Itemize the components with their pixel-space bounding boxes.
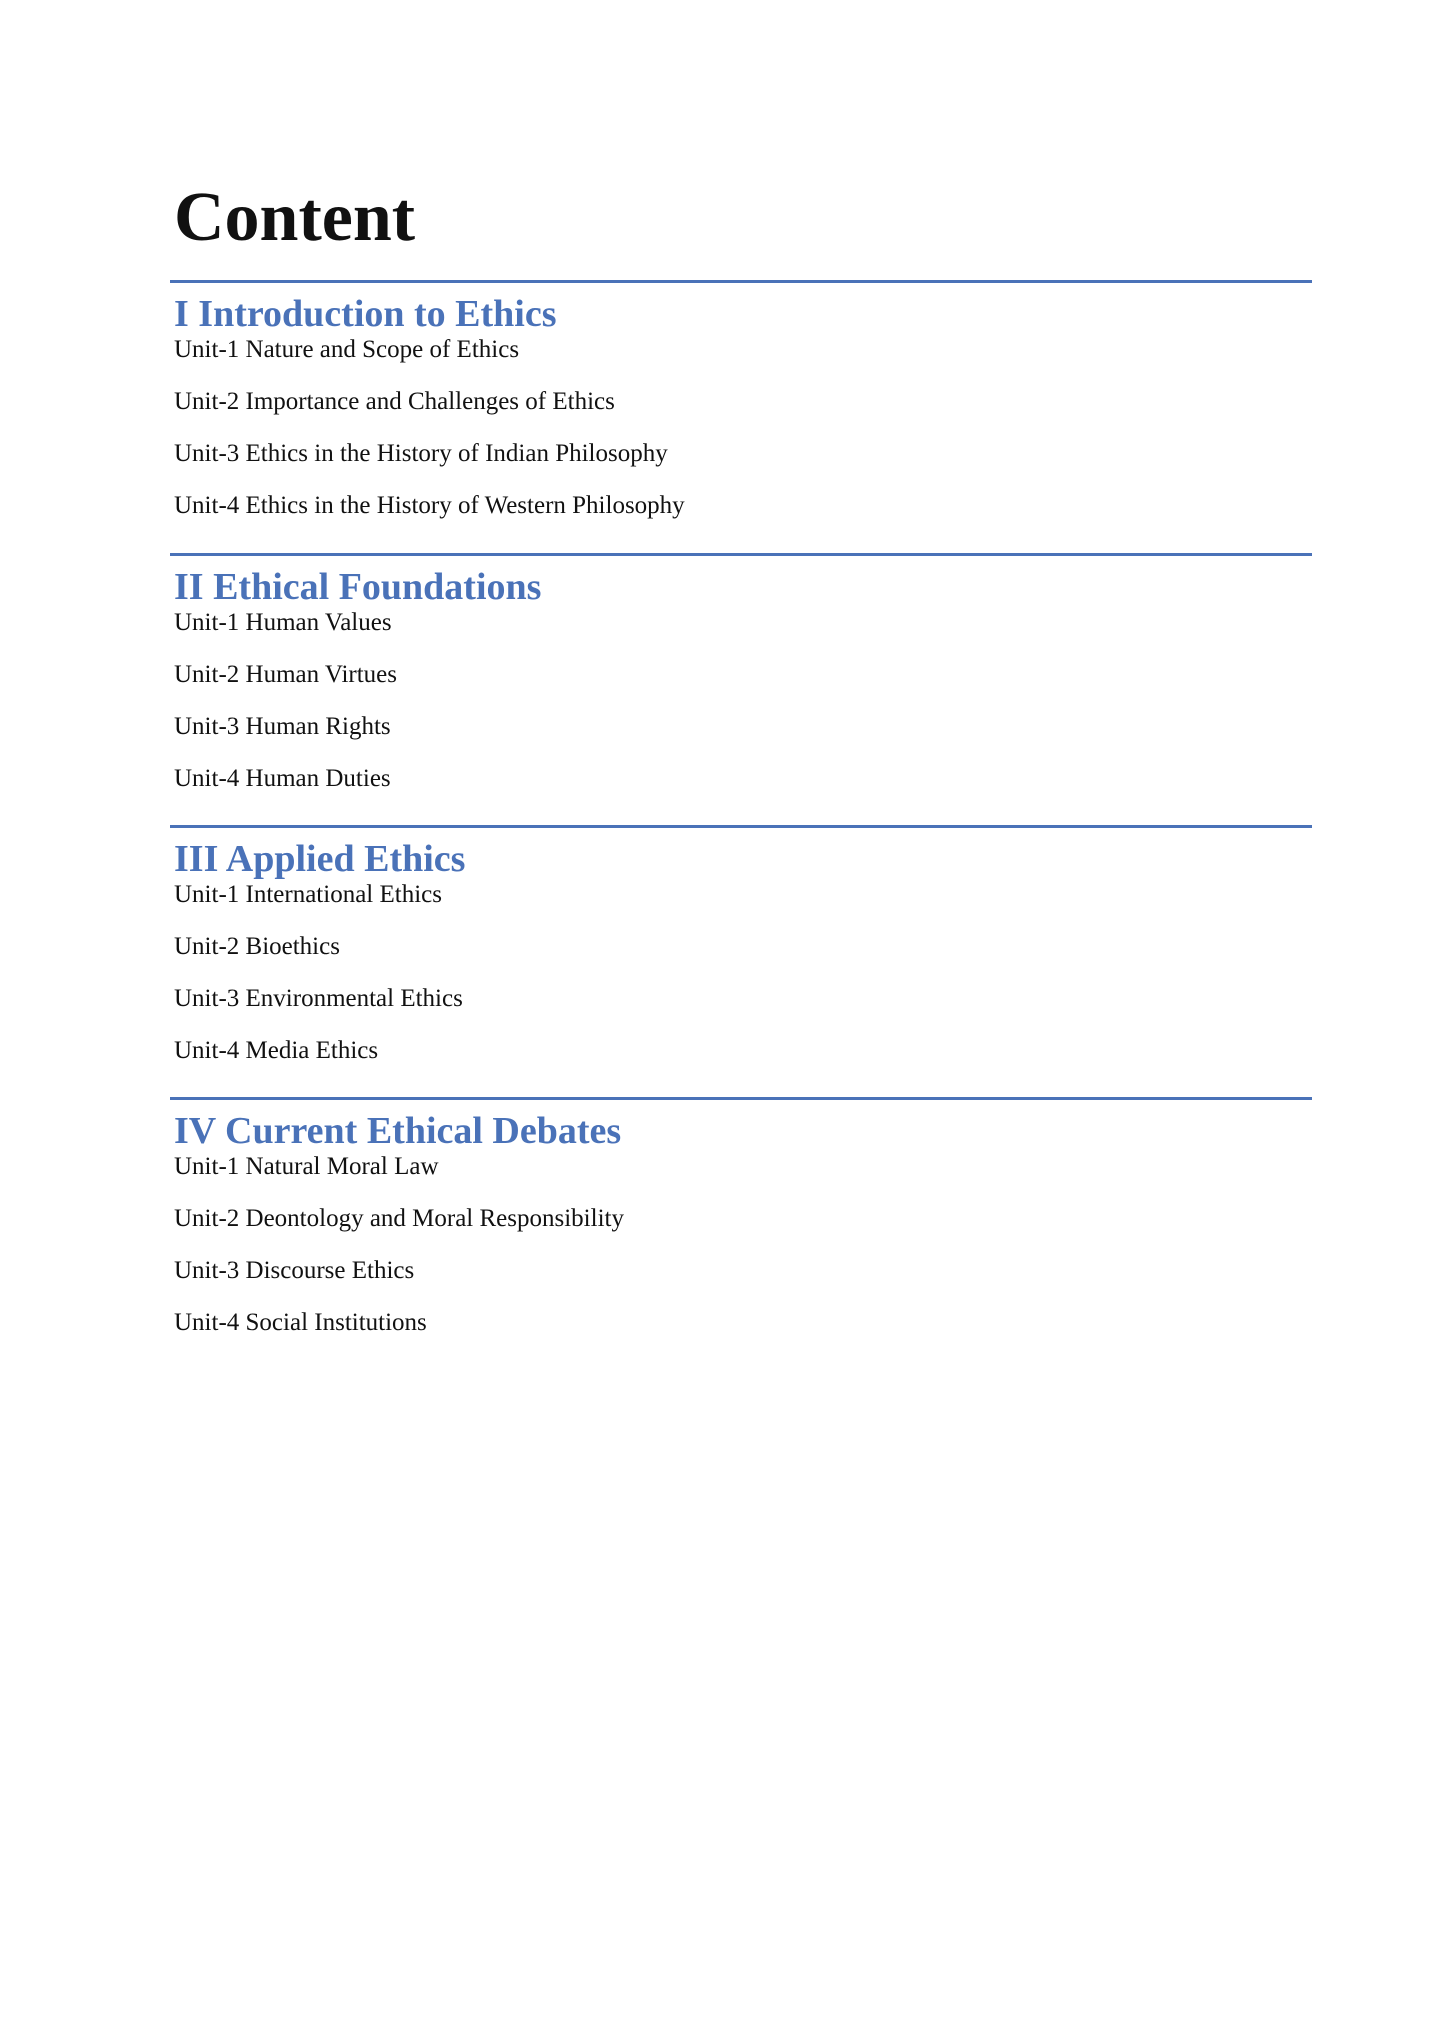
section-heading: IV Current Ethical Debates xyxy=(174,1110,622,1152)
unit-entry: Unit-1 Human Values xyxy=(174,609,392,636)
unit-list xyxy=(174,1152,1312,1338)
page-title: Content xyxy=(174,179,416,256)
unit-entry: Unit-2 Bioethics xyxy=(174,933,340,960)
unit-entry: Unit-2 Importance and Challenges of Ethics xyxy=(174,388,615,415)
unit-entry: Unit-1 Nature and Scope of Ethics xyxy=(174,336,520,363)
toc-section-current-ethical-debates xyxy=(170,1097,1312,1360)
section-divider xyxy=(170,825,1312,828)
unit-list xyxy=(174,335,1312,521)
unit-list xyxy=(174,880,1312,1066)
unit-entry: Unit-3 Human Rights xyxy=(174,713,391,740)
unit-entry: Unit-4 Ethics in the History of Western Philosophy xyxy=(174,492,685,519)
section-heading: I Introduction to Ethics xyxy=(174,293,557,335)
section-divider xyxy=(170,553,1312,556)
section-divider xyxy=(170,1097,1312,1100)
toc-section-introduction-to-ethics xyxy=(170,280,1312,543)
unit-entry: Unit-4 Social Institutions xyxy=(174,1309,427,1336)
unit-entry: Unit-3 Discourse Ethics xyxy=(174,1257,415,1284)
section-divider xyxy=(170,280,1312,283)
unit-entry: Unit-3 Environmental Ethics xyxy=(174,985,463,1012)
unit-entry: Unit-4 Human Duties xyxy=(174,765,391,792)
unit-entry: Unit-2 Deontology and Moral Responsibility xyxy=(174,1205,624,1232)
unit-entry: Unit-2 Human Virtues xyxy=(174,661,398,688)
unit-entry: Unit-3 Ethics in the History of Indian Philosophy xyxy=(174,440,668,467)
unit-entry: Unit-4 Media Ethics xyxy=(174,1037,379,1064)
toc-section-ethical-foundations xyxy=(170,553,1312,816)
unit-list xyxy=(174,608,1312,794)
toc-section-applied-ethics xyxy=(170,825,1312,1088)
unit-entry: Unit-1 Natural Moral Law xyxy=(174,1153,439,1180)
unit-entry: Unit-1 International Ethics xyxy=(174,881,442,908)
section-heading: III Applied Ethics xyxy=(174,838,466,880)
section-heading: II Ethical Foundations xyxy=(174,566,542,608)
